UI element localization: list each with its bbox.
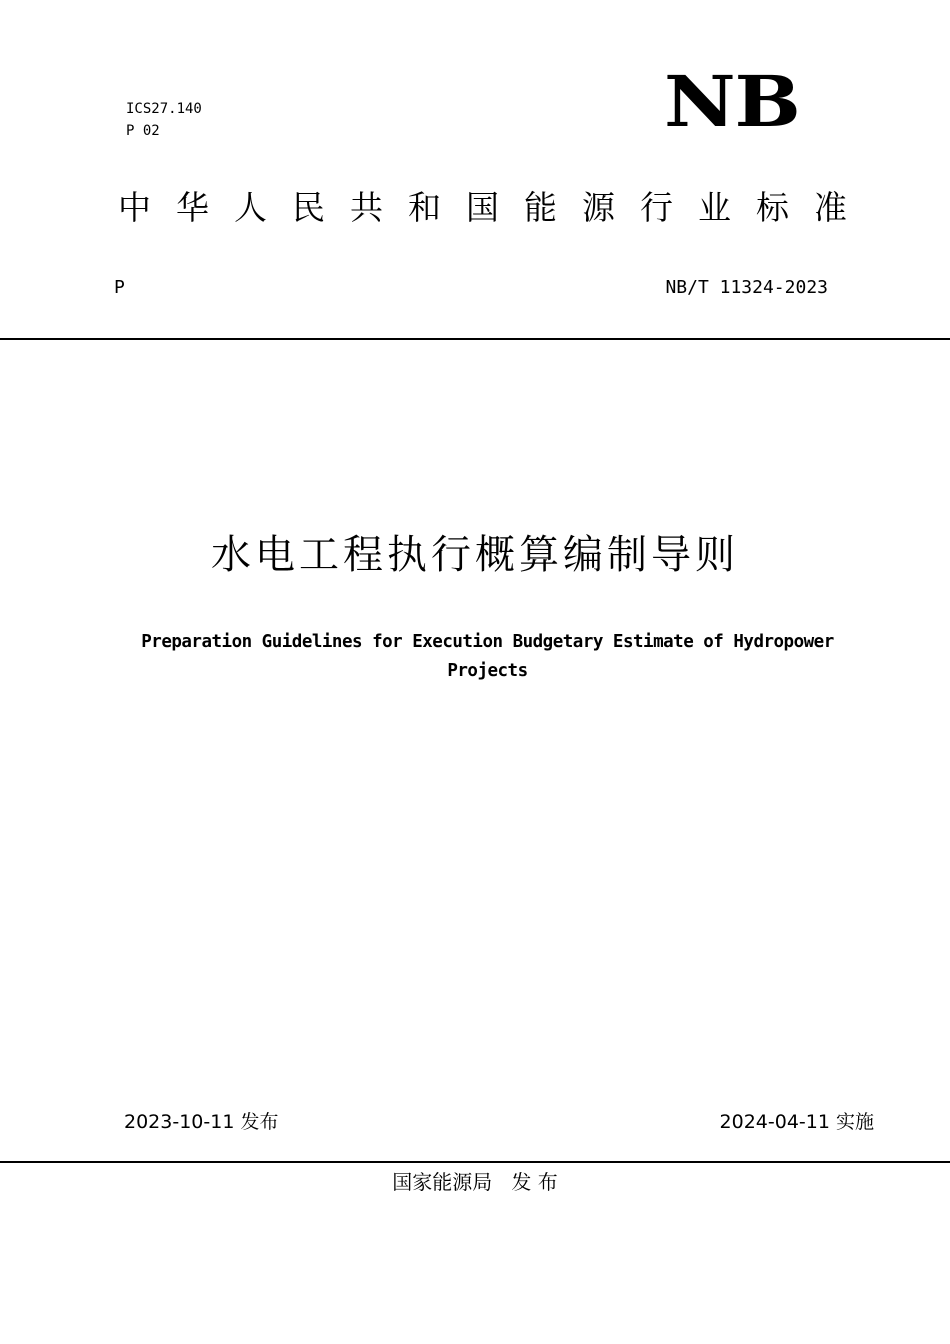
top-divider — [0, 338, 950, 340]
classification-code: P — [114, 277, 125, 298]
ics-code-block — [126, 98, 202, 142]
nb-logo: NB — [664, 60, 800, 143]
ccs-code: P 02 — [126, 123, 160, 139]
issue-date: 2023-10-11 发布 — [124, 1111, 279, 1133]
english-title: Preparation Guidelines for Execution Budgetary Estimate of Hydropower Projects — [141, 632, 834, 681]
chinese-title: 水电工程执行概算编制导则 — [211, 532, 739, 578]
implementation-date: 2024-04-11 实施 — [719, 1111, 874, 1133]
standard-type-heading: 中华人民共和国能源行业标准 — [118, 188, 872, 227]
bottom-divider — [0, 1161, 950, 1163]
issuer: 国家能源局 发 布 — [392, 1170, 558, 1194]
standard-number: NB/T 11324-2023 — [665, 277, 828, 298]
ics-code: ICS27.140 — [126, 101, 202, 117]
